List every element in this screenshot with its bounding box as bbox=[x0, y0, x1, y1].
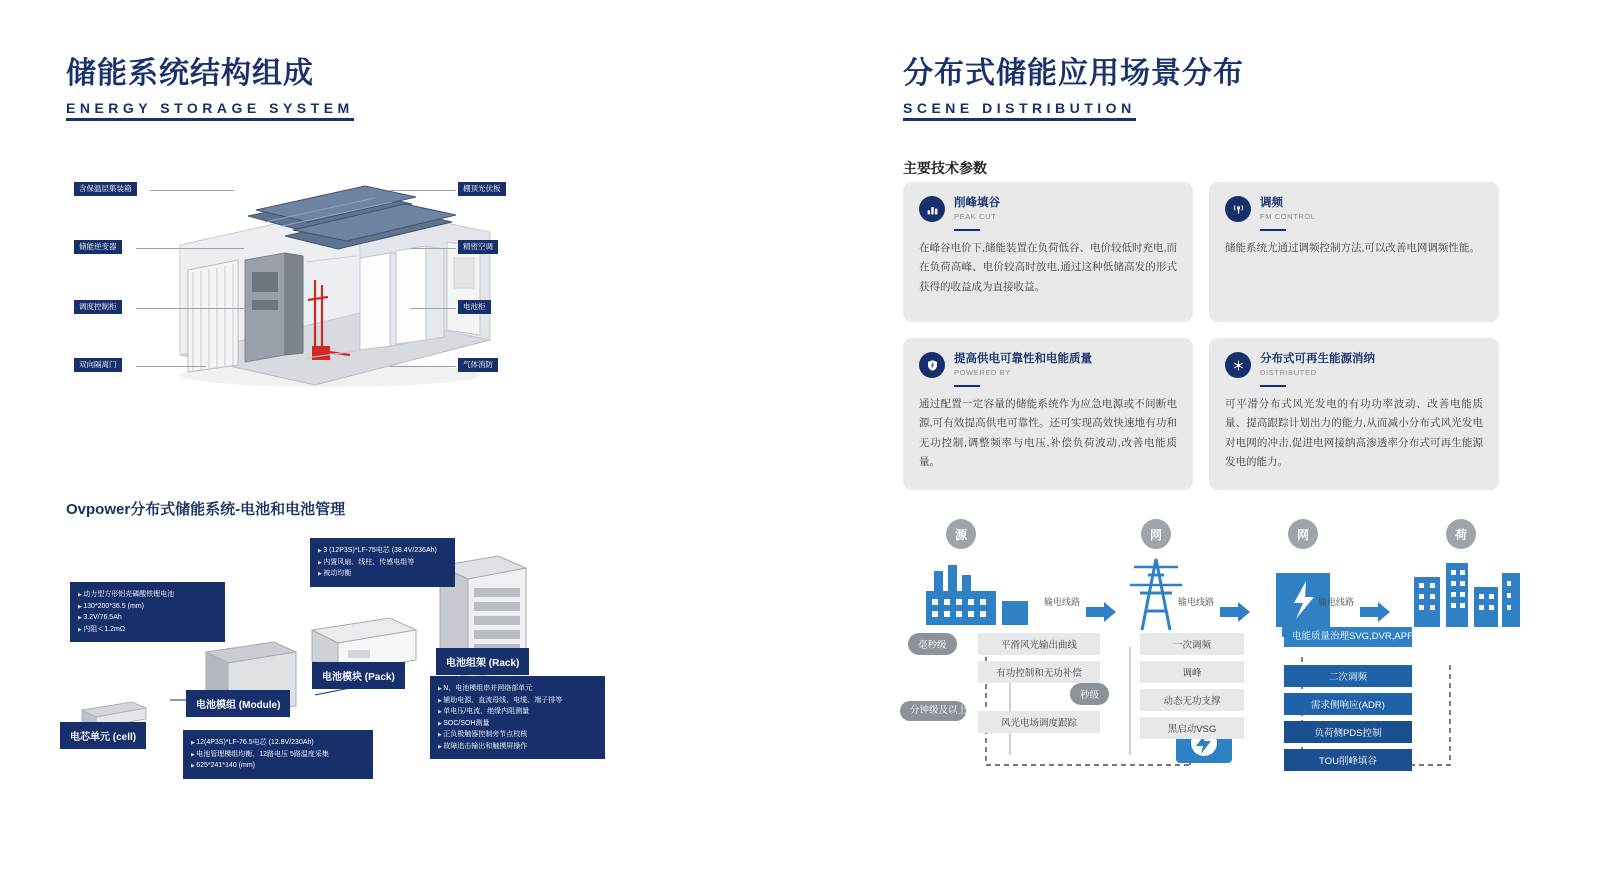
card-header bbox=[1225, 196, 1483, 222]
callout-line-7 bbox=[390, 366, 456, 367]
cell-caption: 电芯单元 (cell) bbox=[60, 722, 146, 749]
card-subtitle: DISTRIBUTED bbox=[1260, 368, 1317, 378]
callout-line-0 bbox=[150, 190, 234, 191]
card-body: 通过配置一定容量的储能系统作为应急电源或不间断电源,可有效提高供电可靠性。还可实现高效快速地有功和无功控制,调整频率与电压,补偿负荷波动,改善电能质量。 bbox=[919, 398, 1177, 469]
pack-spec-1: ▶ 内置风扇、线柱、传感电组等 bbox=[318, 557, 447, 569]
module-spec-1: ▶ 电池管理模组均衡、12路电压 5路温度采集 bbox=[191, 749, 365, 761]
pack-spec-2: ▶ 被动均衡 bbox=[318, 568, 447, 580]
rack-spec-4: ▶ 正负极触器控制旁节点校核 bbox=[438, 729, 597, 741]
page-subtitle: ENERGY STORAGE SYSTEM bbox=[66, 100, 354, 121]
flow-col3-item-0: 电能质量治理SVG,DVR,APF bbox=[1284, 627, 1412, 647]
module-spec-0: ▶ 12(4P3S)*LF-76.5电芯 (12.8V/230Ah) bbox=[191, 737, 365, 749]
card-divider bbox=[954, 229, 980, 231]
parameters-title: 主要技术参数 bbox=[903, 160, 987, 176]
shield-icon bbox=[919, 352, 945, 378]
card-title: 削峰填谷 bbox=[954, 197, 1000, 209]
rack-spec-3: ▶ SOC/SOH测量 bbox=[438, 718, 597, 730]
battery-system-diagram bbox=[60, 530, 660, 830]
card-title: 提高供电可靠性和电能质量 bbox=[954, 353, 1092, 365]
scene-cards bbox=[903, 182, 1531, 490]
module-spec-2: ▶ 625*241*140 (mm) bbox=[191, 760, 365, 772]
callout-label-3: 双向隔离门 bbox=[74, 358, 122, 372]
flow-col3-item-4: TOU削峰填谷 bbox=[1284, 749, 1412, 771]
flow-link-label-2: 输电线路 bbox=[1318, 597, 1355, 607]
callout-line-5 bbox=[410, 248, 456, 249]
flow-col1-item-1: 有功控制和无功补偿 bbox=[978, 661, 1100, 683]
cell-spec-1: ▶ 130*200*36.5 (mm) bbox=[78, 601, 217, 613]
pack-caption: 电池模块 (Pack) bbox=[312, 662, 405, 689]
flow-node-load: 荷 bbox=[1446, 519, 1476, 549]
callout-label-2: 调度控制柜 bbox=[74, 300, 122, 314]
flow-col2-item-3: 黑启动VSG bbox=[1140, 717, 1244, 739]
flow-link-label-0: 输电线路 bbox=[1044, 597, 1081, 607]
flow-col3-item-1: 二次调频 bbox=[1284, 665, 1412, 687]
callout-label-6: 电池柜 bbox=[458, 300, 491, 314]
right-column bbox=[870, 0, 1600, 886]
scene-title: 分布式储能应用场景分布 bbox=[903, 57, 1244, 90]
flow-col2-item-0: 一次调频 bbox=[1140, 633, 1244, 655]
frequency-icon-svg bbox=[1232, 203, 1245, 216]
card-title: 分布式可再生能源消纳 bbox=[1260, 353, 1375, 365]
callout-label-1: 储能逆变器 bbox=[74, 240, 122, 254]
callout-label-0: 含保温层集装箱 bbox=[74, 182, 137, 196]
ess-container-diagram bbox=[60, 150, 580, 400]
flow-col2-item-2: 动态无功支撑 bbox=[1140, 689, 1244, 711]
module-spec-box bbox=[183, 730, 373, 779]
flow-link-label-1: 输电线路 bbox=[1178, 597, 1215, 607]
card-subtitle: PEAK CUT bbox=[954, 212, 997, 222]
page-title: 储能系统结构组成 bbox=[66, 57, 314, 90]
cell-spec-3: ▶ 内阻＜1.2mΩ bbox=[78, 624, 217, 636]
card-divider bbox=[954, 385, 980, 387]
card-divider bbox=[1260, 229, 1286, 231]
card-power-quality bbox=[903, 338, 1193, 490]
rack-spec-5: ▶ 故障追击输出和触摸屏操作 bbox=[438, 741, 597, 753]
callout-line-2 bbox=[136, 308, 246, 309]
card-header bbox=[919, 352, 1177, 378]
rack-caption: 电池组架 (Rack) bbox=[436, 648, 529, 675]
scene-subtitle: SCENE DISTRIBUTION bbox=[903, 100, 1136, 121]
rack-spec-1: ▶ 辅助电源、直流母线、电缆、端子排等 bbox=[438, 695, 597, 707]
module-caption: 电池模组 (Module) bbox=[186, 690, 290, 717]
snowflake-icon bbox=[1225, 352, 1251, 378]
snowflake-icon-svg bbox=[1232, 359, 1245, 372]
callout-line-3 bbox=[136, 366, 206, 367]
pack-spec-0: ▶ 3 (12P3S)*LF-75电芯 (38.4V/236Ah) bbox=[318, 545, 447, 557]
chart-bar-icon-svg bbox=[926, 203, 939, 216]
time-scale-min: 分钟级及以上 bbox=[900, 701, 966, 721]
cell-spec-box bbox=[70, 582, 225, 642]
callout-line-4 bbox=[390, 190, 456, 191]
cell-spec-0: ▶ 动力型方形铝壳磷酸铁锂电池 bbox=[78, 589, 217, 601]
flow-node-source: 源 bbox=[946, 519, 976, 549]
cell-spec-2: ▶ 3.2V/76.5Ah bbox=[78, 612, 217, 624]
callout-line-6 bbox=[410, 308, 456, 309]
pack-spec-box bbox=[310, 538, 455, 587]
card-header bbox=[919, 196, 1177, 222]
shield-icon-svg bbox=[926, 359, 939, 372]
callout-label-4: 棚顶光伏板 bbox=[458, 182, 506, 196]
card-divider bbox=[1260, 385, 1286, 387]
battery-section-title: Ovpower分布式储能系统-电池和电池管理 bbox=[66, 501, 346, 518]
time-scale-ms: 毫秒级 bbox=[908, 633, 957, 655]
callout-label-7: 气体消防 bbox=[458, 358, 498, 372]
flow-col1-item-0: 平滑风光输出曲线 bbox=[978, 633, 1100, 655]
time-scale-s: 秒级 bbox=[1070, 683, 1109, 705]
card-distributed-renewables bbox=[1209, 338, 1499, 490]
flow-col3-item-3: 负荷侧PDS控制 bbox=[1284, 721, 1412, 743]
right-heading bbox=[903, 48, 1244, 121]
flow-col2-item-1: 调峰 bbox=[1140, 661, 1244, 683]
card-fm-control bbox=[1209, 182, 1499, 322]
flow-col1-item-2: 风光电场调度跟踪 bbox=[978, 711, 1100, 733]
flow-col3-item-2: 需求侧响应(ADR) bbox=[1284, 693, 1412, 715]
card-subtitle: FM CONTROL bbox=[1260, 212, 1316, 222]
card-subtitle: POWERED BY bbox=[954, 368, 1011, 378]
rack-spec-0: ▶ N、电池模组串并网络部单元 bbox=[438, 683, 597, 695]
card-title: 调频 bbox=[1260, 197, 1283, 209]
callout-label-5: 精密空调 bbox=[458, 240, 498, 254]
rack-spec-2: ▶ 单电压/电流、绝缘内阻测量 bbox=[438, 706, 597, 718]
card-body: 储能系统尤通过调频控制方法,可以改善电网调频性能。 bbox=[1225, 242, 1480, 254]
frequency-icon bbox=[1225, 196, 1251, 222]
card-peak-cut bbox=[903, 182, 1193, 322]
chart-bar-icon bbox=[919, 196, 945, 222]
flow-node-grid-2: 网 bbox=[1288, 519, 1318, 549]
card-header bbox=[1225, 352, 1483, 378]
left-heading bbox=[66, 48, 354, 121]
callout-line-1 bbox=[136, 248, 244, 249]
grid-flow-diagram bbox=[890, 515, 1590, 815]
rack-spec-box bbox=[430, 676, 605, 759]
flow-node-grid-1: 网 bbox=[1141, 519, 1171, 549]
card-body: 在峰谷电价下,储能装置在负荷低谷、电价较低时充电,而在负荷高峰、电价较高时放电,通过这种低储高发的形式获得的收益成为直接收益。 bbox=[919, 242, 1177, 293]
card-body: 可平滑分布式风光发电的有功功率波动、改善电能质量、提高跟踪计划出力的能力,从而减小分布式风光发电对电网的冲击,促进电网接纳高渗透率分布式可再生能源发电的能力。 bbox=[1225, 398, 1483, 469]
